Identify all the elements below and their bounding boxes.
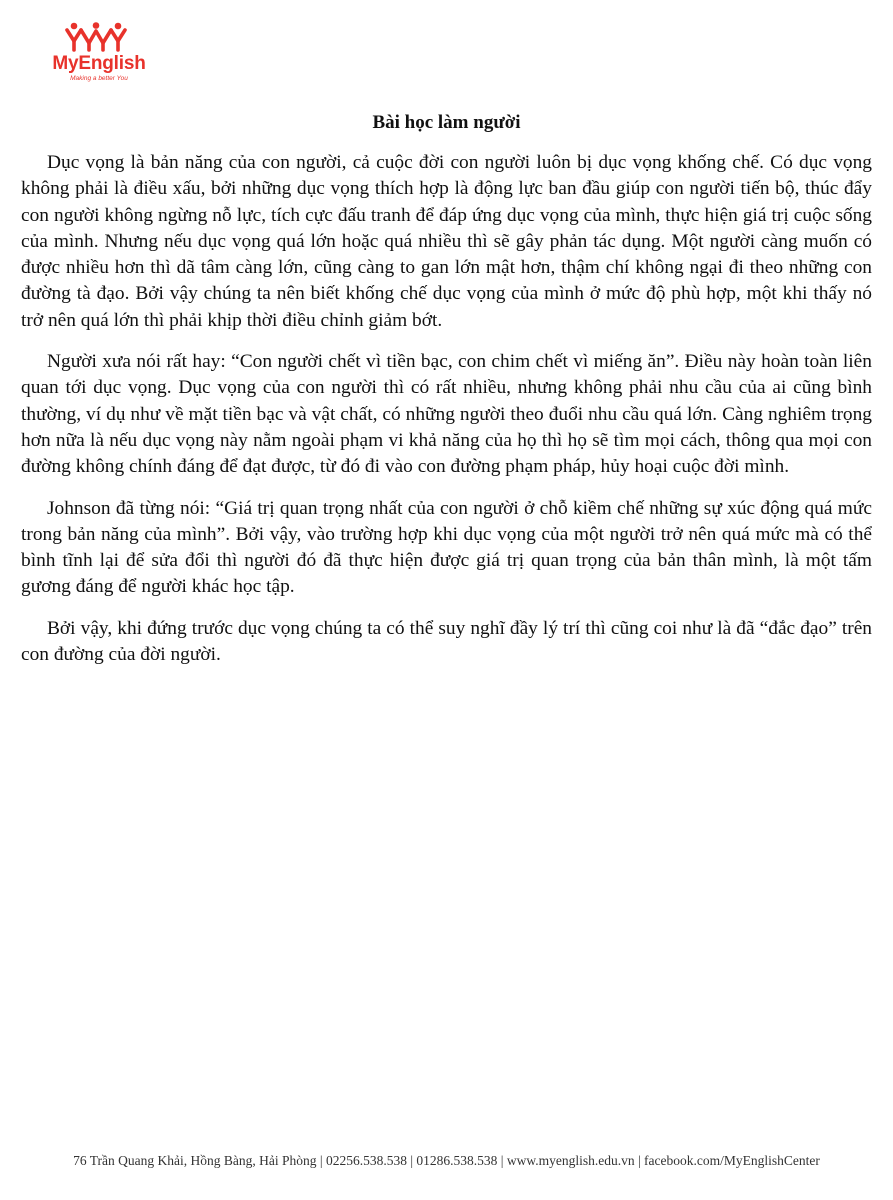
paragraph-2: Người xưa nói rất hay: “Con người chết vì tiền bạc, con chim chết vì miếng ăn”. Điều này hoàn toàn liên quan tới dục vọng. Dục vọng của con người thì có rất nhiều, nhưng không phải nhu cầu của ai cũng bình thường, ví dụ như về mặt tiền bạc và vật chất, có những người theo đuổi nhu cầu quá lớn. Càng nghiêm trọng hơn nữa là nếu dục vọng này nằm ngoài phạm vi khả năng của họ thì họ sẽ tìm mọi cách, thông qua mọi con đường không chính đáng để đạt được, từ đó đi vào con đường phạm pháp, hủy hoại cuộc đời mình. xyxy=(21,351,872,478)
brand-logo xyxy=(44,22,154,84)
document-body xyxy=(21,150,872,683)
paragraph-4: Bởi vậy, khi đứng trước dục vọng chúng ta có thể suy nghĩ đầy lý trí thì cũng coi như là đã “đắc đạo” trên con đường của đời người. xyxy=(21,617,872,666)
document-title: Bài học làm người xyxy=(372,112,521,133)
paragraph-1: Dục vọng là bản năng của con người, cả cuộc đời con người luôn bị dục vọng khống chế. Có dục vọng không phải là điều xấu, bởi những dục vọng thích hợp là động lực ban đầu giúp con người tiến bộ, thúc đẩy con người không ngừng nỗ lực, tích cực đấu tranh để đáp ứng dục vọng của mình, thực hiện giá trị cuộc sống của mình. Nhưng nếu dục vọng quá lớn hoặc quá nhiều thì sẽ gây phản tác dụng. Một người càng muốn có được nhiều hơn thì dã tâm càng lớn, cũng càng to gan lớn mật hơn, thậm chí không ngại đi theo những con đường tà đạo. Bởi vậy chúng ta nên biết khống chế dục vọng của mình ở mức độ phù hợp, một khi thấy nó trở nên quá lớn thì phải khịp thời điều chỉnh giảm bớt. xyxy=(21,152,872,331)
logo-people-icon xyxy=(64,22,128,52)
logo-name: MyEnglish xyxy=(52,53,146,74)
paragraph-3: Johnson đã từng nói: “Giá trị quan trọng nhất của con người ở chỗ kiềm chế những sự xúc động quá mức trong bản năng của mình”. Bởi vậy, vào trường hợp khi dục vọng của một người trở nên quá mức mà có thể bình tĩnh lại để sửa đổi thì người đó đã thực hiện được giá trị quan trọng của bản thân mình, là một tấm gương đáng để người khác học tập. xyxy=(21,497,872,598)
footer-contact: 76 Trần Quang Khải, Hồng Bàng, Hải Phòng | 02256.538.538 | 01286.538.538 | www.myenglish.edu.vn | facebook.com/MyEnglishCenter xyxy=(73,1153,820,1168)
logo-tagline: Making a better You xyxy=(70,75,128,82)
